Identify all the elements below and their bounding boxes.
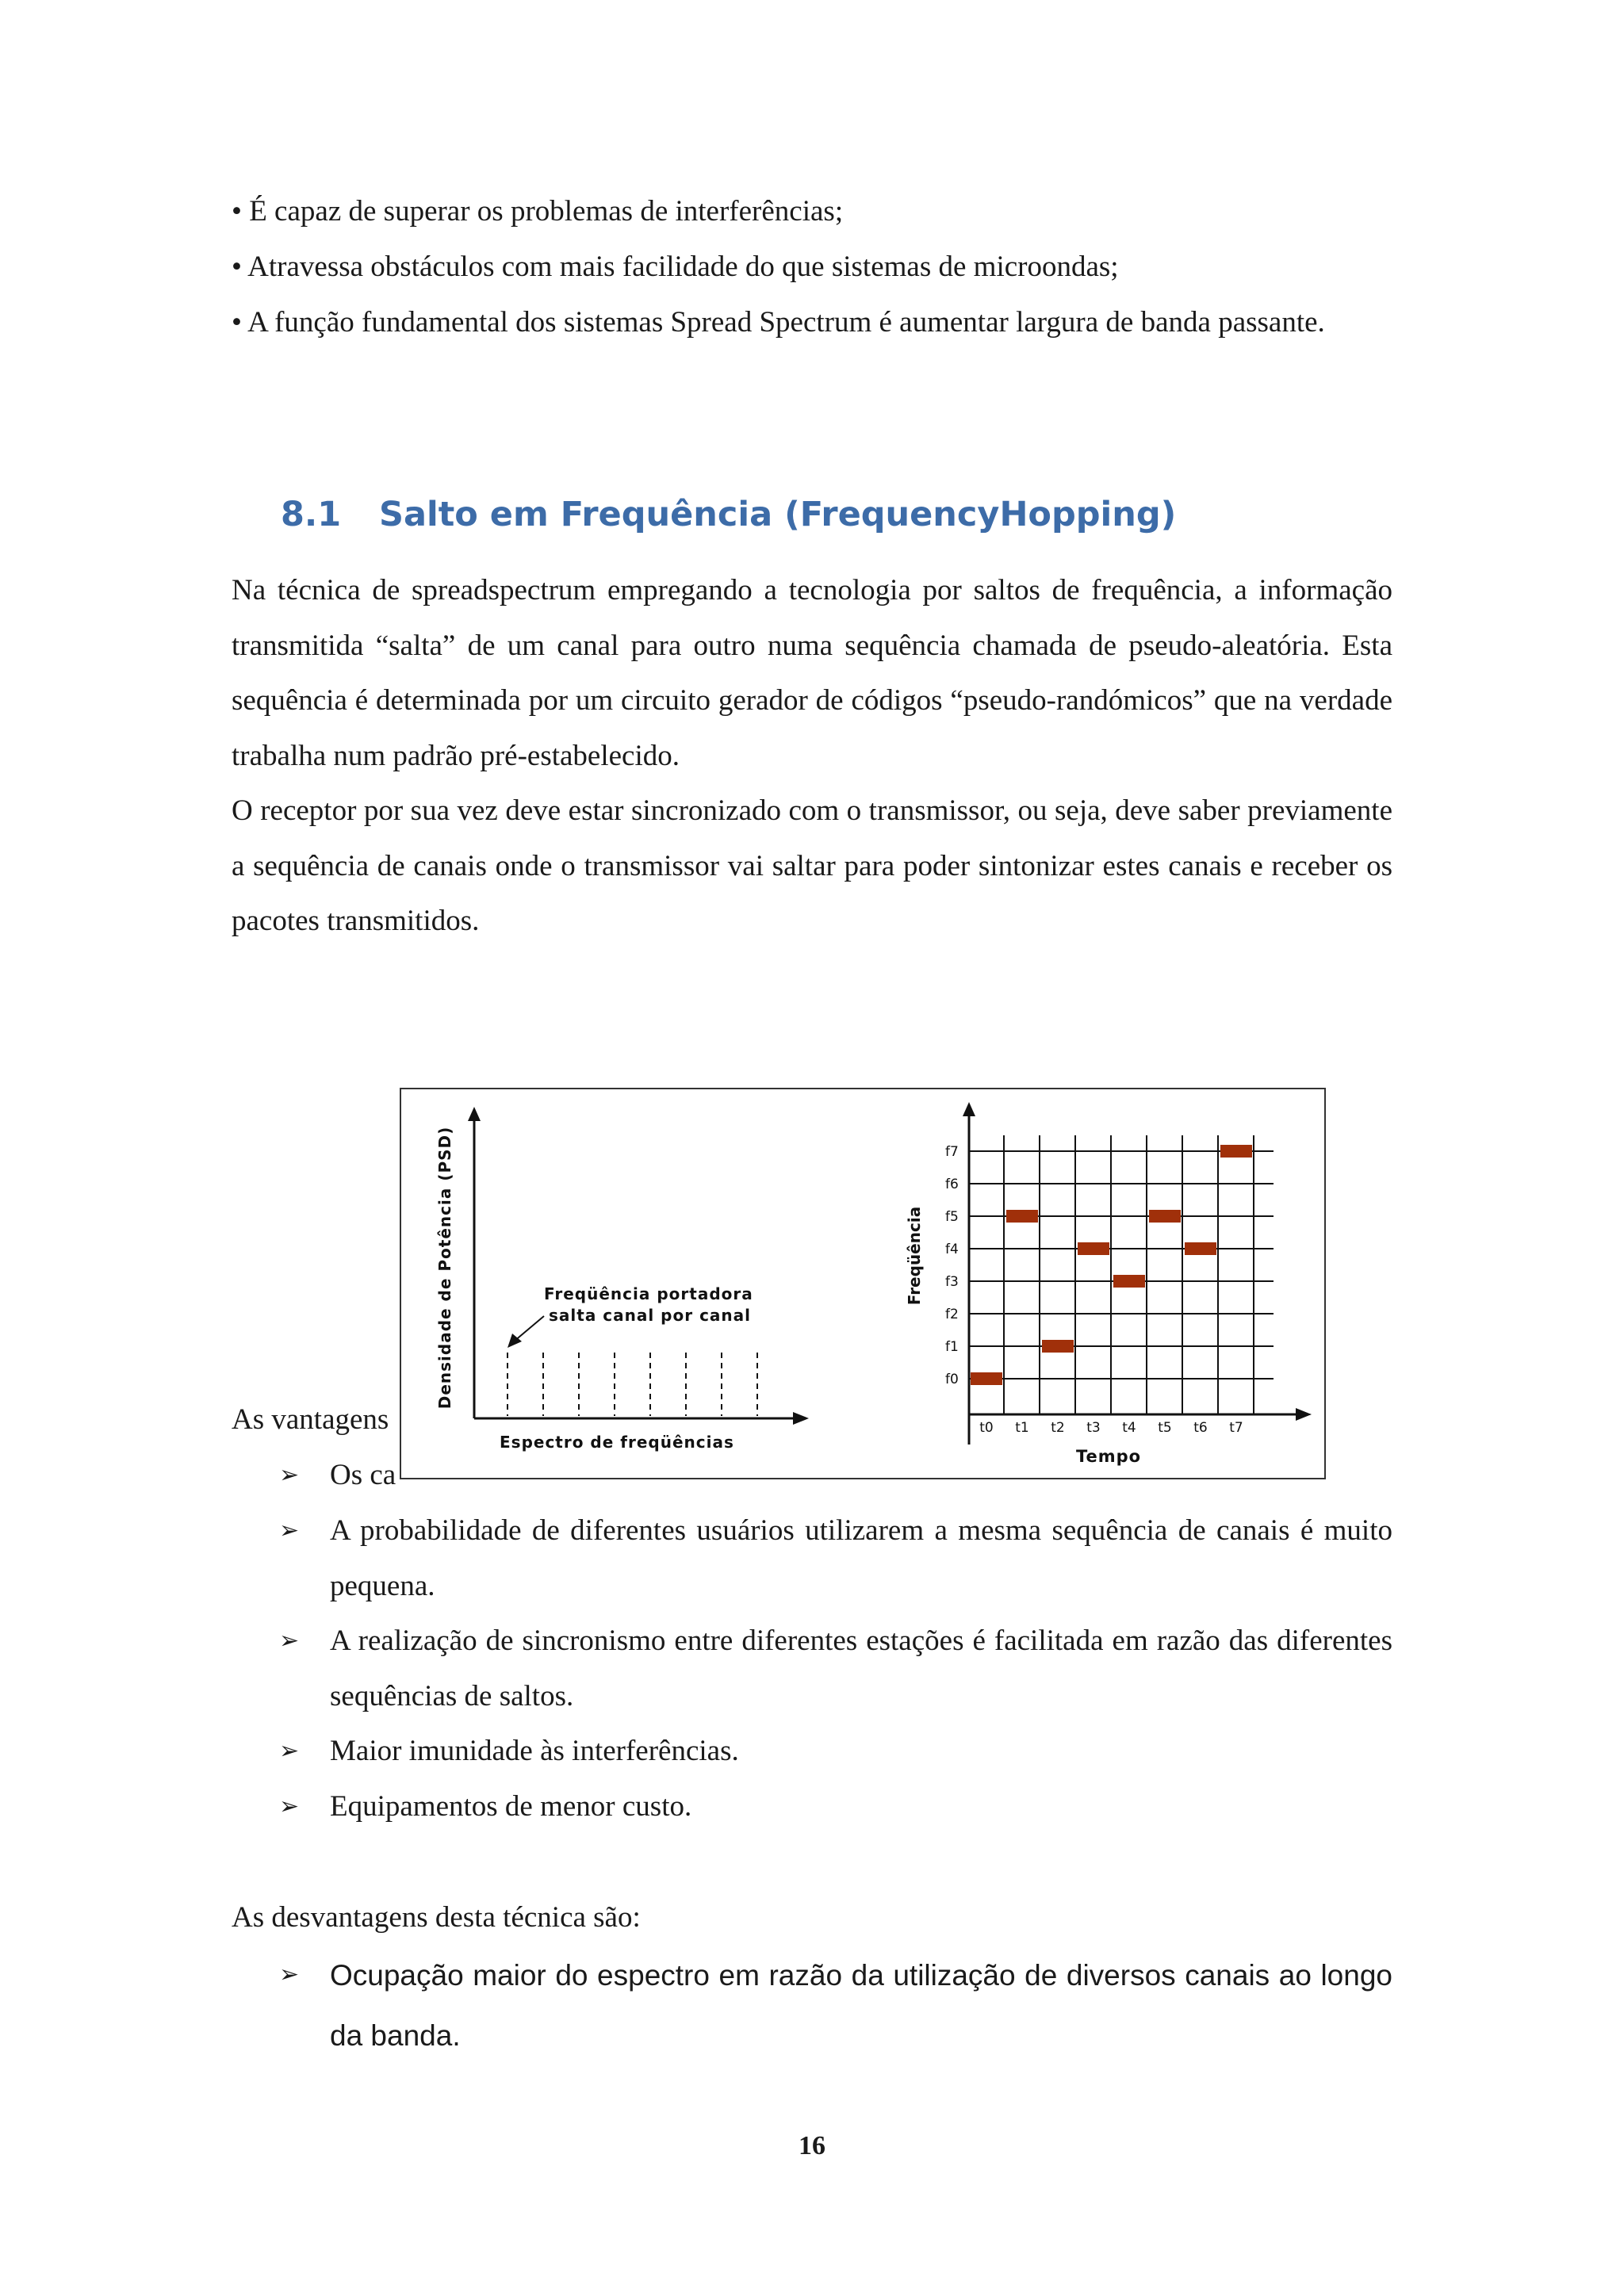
- time-tick-label: t7: [1229, 1420, 1243, 1436]
- time-axis-label: Tempo: [1075, 1447, 1142, 1466]
- hop-axis-labels: [945, 1144, 1243, 1436]
- frequency-tick-label: f5: [945, 1209, 959, 1225]
- annotation-line-2: salta canal por canal: [549, 1306, 752, 1325]
- time-tick-label: t4: [1122, 1420, 1136, 1436]
- spectrum-channel-lines: [508, 1353, 757, 1416]
- bullet-interference: • É capaz de superar os problemas de interferências;: [232, 195, 844, 228]
- section-number: 8.1: [281, 495, 342, 534]
- section-heading: [281, 495, 1176, 534]
- advantage-item-partial: Os ca: [330, 1459, 396, 1491]
- frequency-tick-label: f1: [945, 1339, 959, 1355]
- time-tick-label: t5: [1158, 1420, 1172, 1436]
- disadvantages-intro: As desvantagens desta técnica são:: [232, 1901, 641, 1934]
- annotation-line-1: Freqüência portadora: [544, 1284, 753, 1303]
- frequency-axis-label: Freqüência: [905, 1206, 924, 1306]
- annotation-pointer: [514, 1316, 544, 1341]
- psd-axis-arrow: [468, 1107, 481, 1121]
- advantage-item: Maior imunidade às interferências.: [330, 1735, 739, 1767]
- spectrum-axis-label: Espectro de freqüências: [500, 1433, 734, 1452]
- frequency-spectrum-axis-arrow: [793, 1412, 809, 1425]
- frequency-hopping-figure: [400, 1088, 1326, 1479]
- list-marker-arrow: ➢: [279, 1461, 300, 1489]
- hop-bar: [1113, 1275, 1145, 1288]
- time-tick-label: t1: [1015, 1420, 1029, 1436]
- hop-bar: [971, 1372, 1002, 1385]
- list-marker-arrow: ➢: [279, 1517, 300, 1544]
- list-marker-arrow: ➢: [279, 1627, 300, 1655]
- disadvantage-item: Ocupação maior do espectro em razão da utilização de diversos canais ao longo da banda.: [330, 1959, 1392, 2052]
- hopping-panel: [905, 1102, 1312, 1466]
- advantage-item: A realização de sincronismo entre diferentes estações é facilitada em razão das diferentes sequências de saltos.: [330, 1624, 1392, 1712]
- figure-svg: [401, 1089, 1324, 1478]
- list-marker-arrow: ➢: [279, 1793, 300, 1820]
- advantage-item: Equipamentos de menor custo.: [330, 1790, 692, 1823]
- hop-bar: [1149, 1210, 1181, 1223]
- psd-axis-label: Densidade de Potência (PSD): [435, 1126, 454, 1410]
- frequency-tick-label: f3: [945, 1274, 959, 1290]
- bullet-obstacles: • Atravessa obstáculos com mais facilidade do que sistemas de microondas;: [232, 251, 1119, 283]
- frequency-tick-label: f4: [945, 1242, 959, 1257]
- hop-bar: [1006, 1210, 1038, 1223]
- frequency-tick-label: f2: [945, 1307, 959, 1322]
- advantage-item: A probabilidade de diferentes usuários utilizarem a mesma sequência de canais é muito pequena.: [330, 1514, 1392, 1602]
- page-number: 16: [799, 2131, 825, 2160]
- bullet-spread-spectrum: • A função fundamental dos sistemas Spread Spectrum é aumentar largura de banda passante.: [232, 306, 1325, 339]
- spectrum-panel: [435, 1107, 809, 1452]
- hop-bar: [1220, 1145, 1252, 1158]
- hop-bar: [1042, 1340, 1074, 1353]
- frequency-tick-label: f6: [945, 1177, 959, 1192]
- paragraph-receiver: O receptor por sua vez deve estar sincronizado com o transmissor, ou seja, deve saber previamente a sequência de canais onde o transmissor vai saltar para poder sintonizar estes canais e receber os pacotes transmitidos.: [232, 794, 1392, 937]
- hop-bar: [1078, 1242, 1109, 1255]
- paragraph-frequency-hopping: Na técnica de spreadspectrum empregando a tecnologia por saltos de frequência, a informação transmitida “salta” de um canal para outro numa sequência chamada de pseudo-aleatória. Esta sequência é determinada por um circuito gerador de códigos “pseudo-randómicos” que na verdade trabalha num padrão pré-estabelecido.: [232, 574, 1392, 772]
- time-tick-label: t0: [979, 1420, 994, 1436]
- time-tick-label: t3: [1086, 1420, 1101, 1436]
- hop-bar: [1185, 1242, 1216, 1255]
- time-tick-label: t6: [1193, 1420, 1208, 1436]
- frequency-tick-label: f0: [945, 1372, 959, 1387]
- list-marker-arrow: ➢: [279, 1737, 300, 1765]
- frequency-axis-arrow: [963, 1102, 975, 1116]
- frequency-tick-label: f7: [945, 1144, 959, 1160]
- section-title: Salto em Frequência (FrequencyHopping): [379, 495, 1177, 534]
- time-tick-label: t2: [1051, 1420, 1065, 1436]
- advantages-intro-partial: As vantagens: [232, 1403, 389, 1436]
- list-marker-arrow: ➢: [279, 1961, 300, 1988]
- time-axis-arrow: [1296, 1408, 1312, 1421]
